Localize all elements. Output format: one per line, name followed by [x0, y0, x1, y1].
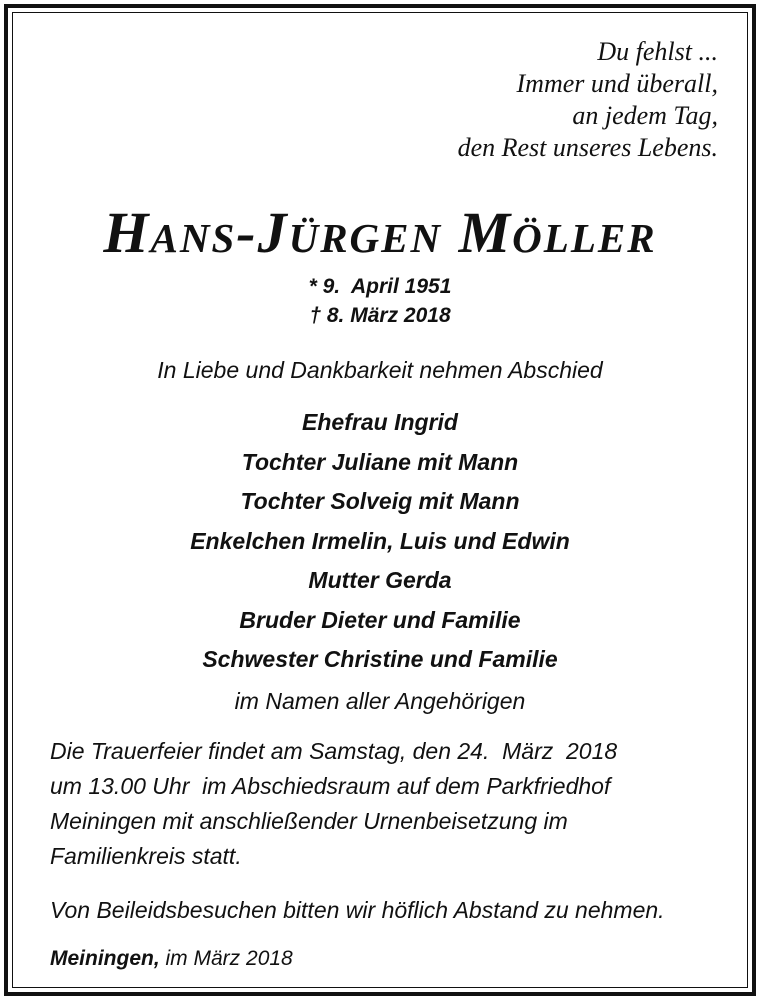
place-and-date — [50, 944, 293, 974]
service-line: Die Trauerfeier findet am Samstag, den 24. März 2018 — [50, 738, 618, 764]
service-line: Familienkreis statt. — [50, 843, 242, 869]
service-line: Meiningen mit anschließender Urnenbeisetzung im — [50, 808, 568, 834]
mourners-list — [0, 403, 760, 680]
death-date: † 8. März 2018 — [309, 304, 451, 327]
mourner: Bruder Dieter und Familie — [239, 606, 521, 633]
place-city: Meiningen, — [50, 947, 160, 970]
poem-line: Du fehlst ... — [597, 37, 718, 66]
condolence-note: Von Beileidsbesuchen bitten wir höflich Abstand zu nehmen. — [50, 897, 665, 923]
mourner: Tochter Juliane mit Mann — [241, 448, 519, 475]
poem-line: an jedem Tag, — [572, 101, 718, 130]
place-date: im März 2018 — [165, 947, 293, 970]
on-behalf-line: im Namen aller Angehörigen — [234, 688, 526, 714]
birth-date: * 9. April 1951 — [308, 275, 452, 298]
farewell-intro: In Liebe und Dankbarkeit nehmen Abschied — [157, 357, 603, 383]
service-line: um 13.00 Uhr im Abschiedsraum auf dem Parkfriedhof — [50, 773, 611, 799]
poem — [458, 36, 718, 164]
mourner: Mutter Gerda — [308, 567, 452, 593]
mourner: Enkelchen Irmelin, Luis und Edwin — [190, 527, 570, 554]
service-announcement — [50, 734, 617, 874]
poem-line: den Rest unseres Lebens. — [457, 133, 718, 162]
deceased-name: Hans-Jürgen Möller — [103, 200, 657, 265]
mourner: Tochter Solveig mit Mann — [240, 488, 520, 514]
poem-line: Immer und überall, — [516, 69, 718, 98]
mourner: Ehefrau Ingrid — [302, 409, 458, 435]
mourner: Schwester Christine und Familie — [202, 646, 558, 672]
life-dates — [0, 272, 760, 330]
